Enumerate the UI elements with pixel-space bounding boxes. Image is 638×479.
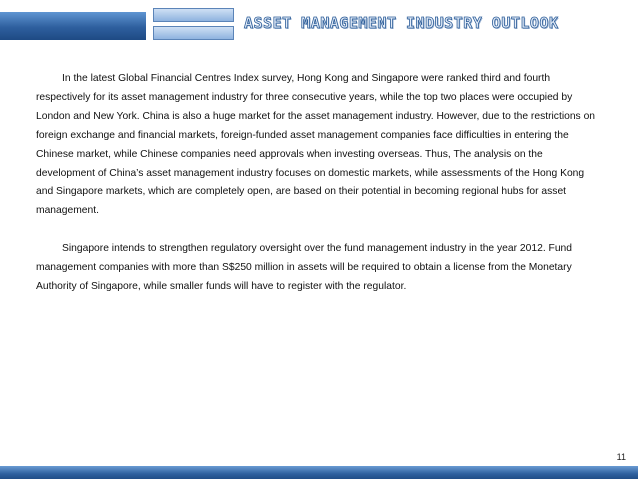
paragraph-gfci-survey: In the latest Global Financial Centres Index survey, Hong Kong and Singapore were ranked third and fourth respectively for its asset management industry for three consecutive years, while the top two places were occupied by London and New York. China is also a huge market for the asset management industry. However, due to the restrictions on foreign exchange and financial markets, foreign-funded asset management companies face difficulties in entering the Chinese market, while Chinese companies need approvals when investing overseas. Thus, The analysis on the development of China’s asset management industry focuses on domestic markets, while assessments of the Hong Kong and Singapore markets, which are completely open, are based on their potential in becoming regional hubs for asset management. bbox=[36, 73, 596, 217]
body-text bbox=[36, 70, 604, 297]
page-title: ASSET MANAGEMENT INDUSTRY OUTLOOK bbox=[244, 14, 559, 32]
paragraph-singapore-regulation: Singapore intends to strengthen regulatory oversight over the fund management industry in the year 2012. Fund management companies with more than S$250 million in assets will be required to obtain a license from the Monetary Authority of Singapore, while smaller funds will have to register with the regulator. bbox=[36, 243, 573, 292]
header-decorative-box-top bbox=[153, 8, 234, 22]
page-number: 11 bbox=[616, 452, 626, 462]
footer-accent-bar bbox=[0, 466, 638, 479]
header-decorative-box-bottom bbox=[153, 26, 234, 40]
header-accent-bar bbox=[0, 12, 146, 40]
